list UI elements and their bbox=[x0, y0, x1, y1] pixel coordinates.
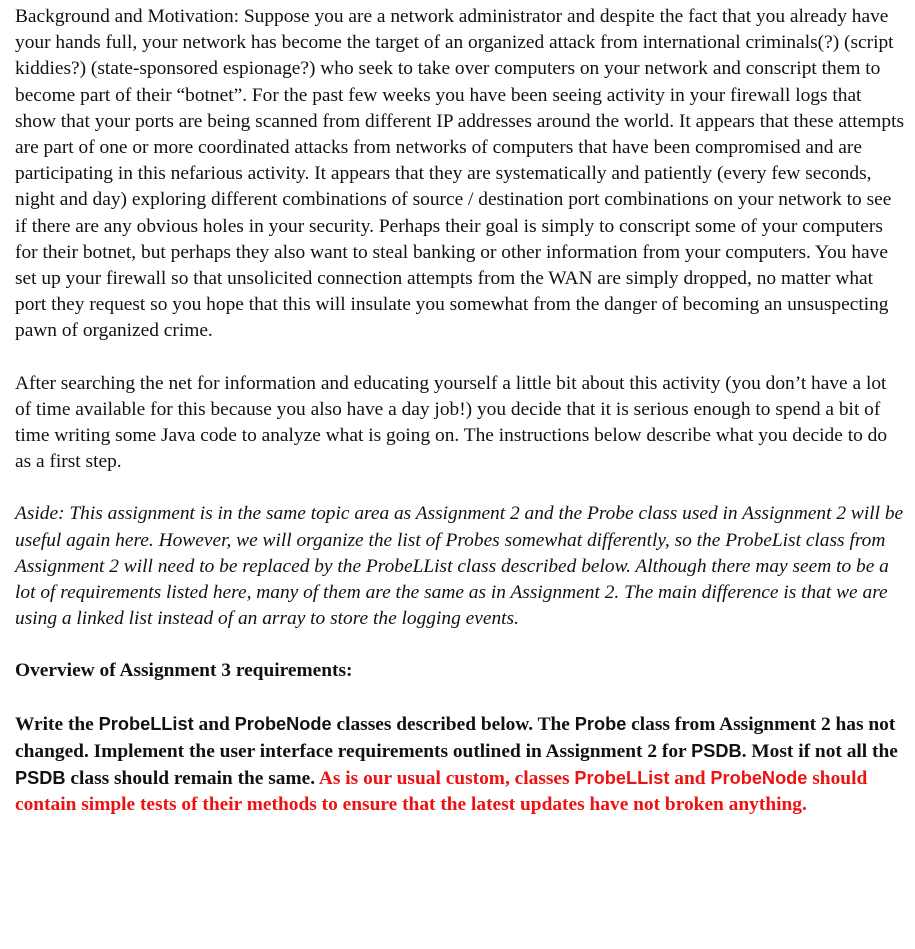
class-name-psdb: PSDB bbox=[691, 740, 742, 761]
req-text-class-from: class from Assignment 2 has not changed. Implement the user interface requirements outlined in Assignment 2 for bbox=[15, 713, 896, 762]
red-emphasis-text: should contain simple tests of their methods to ensure that the latest updates have not broken anything. bbox=[15, 768, 868, 816]
after-search-paragraph: After searching the net for information and educating yourself a little bit about this activity (you don’t have a lot of time available for this because you also have a day job!) you decide that it is serious enough to spend a bit of time writing some Java code to analyze what is going on. The instructions below describe what you decide to do as a first step. bbox=[15, 372, 888, 473]
background-paragraph: Background and Motivation: Suppose you are a network administrator and despite the fact that you already have your hands full, your network has become the target of an organized attack from international criminals(?) (script kiddies?) (state-sponsored espionage?) who seek to take over computers on your network and conscript them to become part of their “botnet”. For the past few weeks you have been seeing activity in your firewall logs that show that your ports are being scanned from different IP addresses around the world. It appears that these attempts are part of one or more coordinated attacks from networks of computers that have been compromised and are participating in this nefarious activity. It appears that they are systematically and patiently (every few seconds, night and day) exploring different combinations of source / destination port combinations on your network to see if there are any obvious holes in your security. Perhaps their goal is simply to conscript some of your computers for their botnet, but perhaps they also want to steal banking or other information from your computers. You have set up your firewall so that unsolicited connection attempts from the WAN are simply dropped, no matter what port they request so you hope that this will insulate you somewhat from the danger of becoming an unsuspecting pawn of organized crime. bbox=[15, 6, 905, 342]
paragraph-spacer bbox=[15, 345, 907, 371]
class-name-probenode: ProbeNode bbox=[234, 713, 332, 734]
paragraph-spacer bbox=[15, 685, 907, 711]
aside-paragraph: Aside: This assignment is in the same topic area as Assignment 2 and the Probe class used in Assignment 2 will be useful again here. However, we will organize the list of Probes somewhat differently, so the ProbeList class from Assignment 2 will need to be replaced by the ProbeLList class described below. Although there may seem to be a lot of requirements listed here, many of them are the same as in Assignment 2. The main difference is that we are using a linked list instead of an array to store the logging events. bbox=[15, 503, 904, 630]
overview-heading: Overview of Assignment 3 requirements: bbox=[15, 660, 353, 682]
req-text-class-should: class should remain the same. bbox=[65, 768, 319, 790]
red-emphasis-text: As is our usual custom, classes bbox=[318, 768, 575, 790]
req-text-write-the: Write the bbox=[15, 713, 99, 735]
class-name-psdb: PSDB bbox=[15, 768, 66, 789]
req-text-classes-described: classes described below. The bbox=[331, 713, 575, 735]
requirements-paragraph bbox=[15, 711, 907, 819]
class-name-probe: Probe bbox=[574, 713, 627, 734]
class-name-probellist: ProbeLList bbox=[574, 768, 670, 789]
class-name-probenode: ProbeNode bbox=[710, 768, 808, 789]
paragraph-spacer bbox=[15, 475, 907, 501]
class-name-probellist: ProbeLList bbox=[98, 713, 194, 734]
red-emphasis-text: and bbox=[669, 768, 711, 790]
paragraph-spacer bbox=[15, 632, 907, 658]
req-text-most-if-not-all: . Most if not all the bbox=[741, 740, 898, 762]
req-text-and: and bbox=[193, 713, 235, 735]
